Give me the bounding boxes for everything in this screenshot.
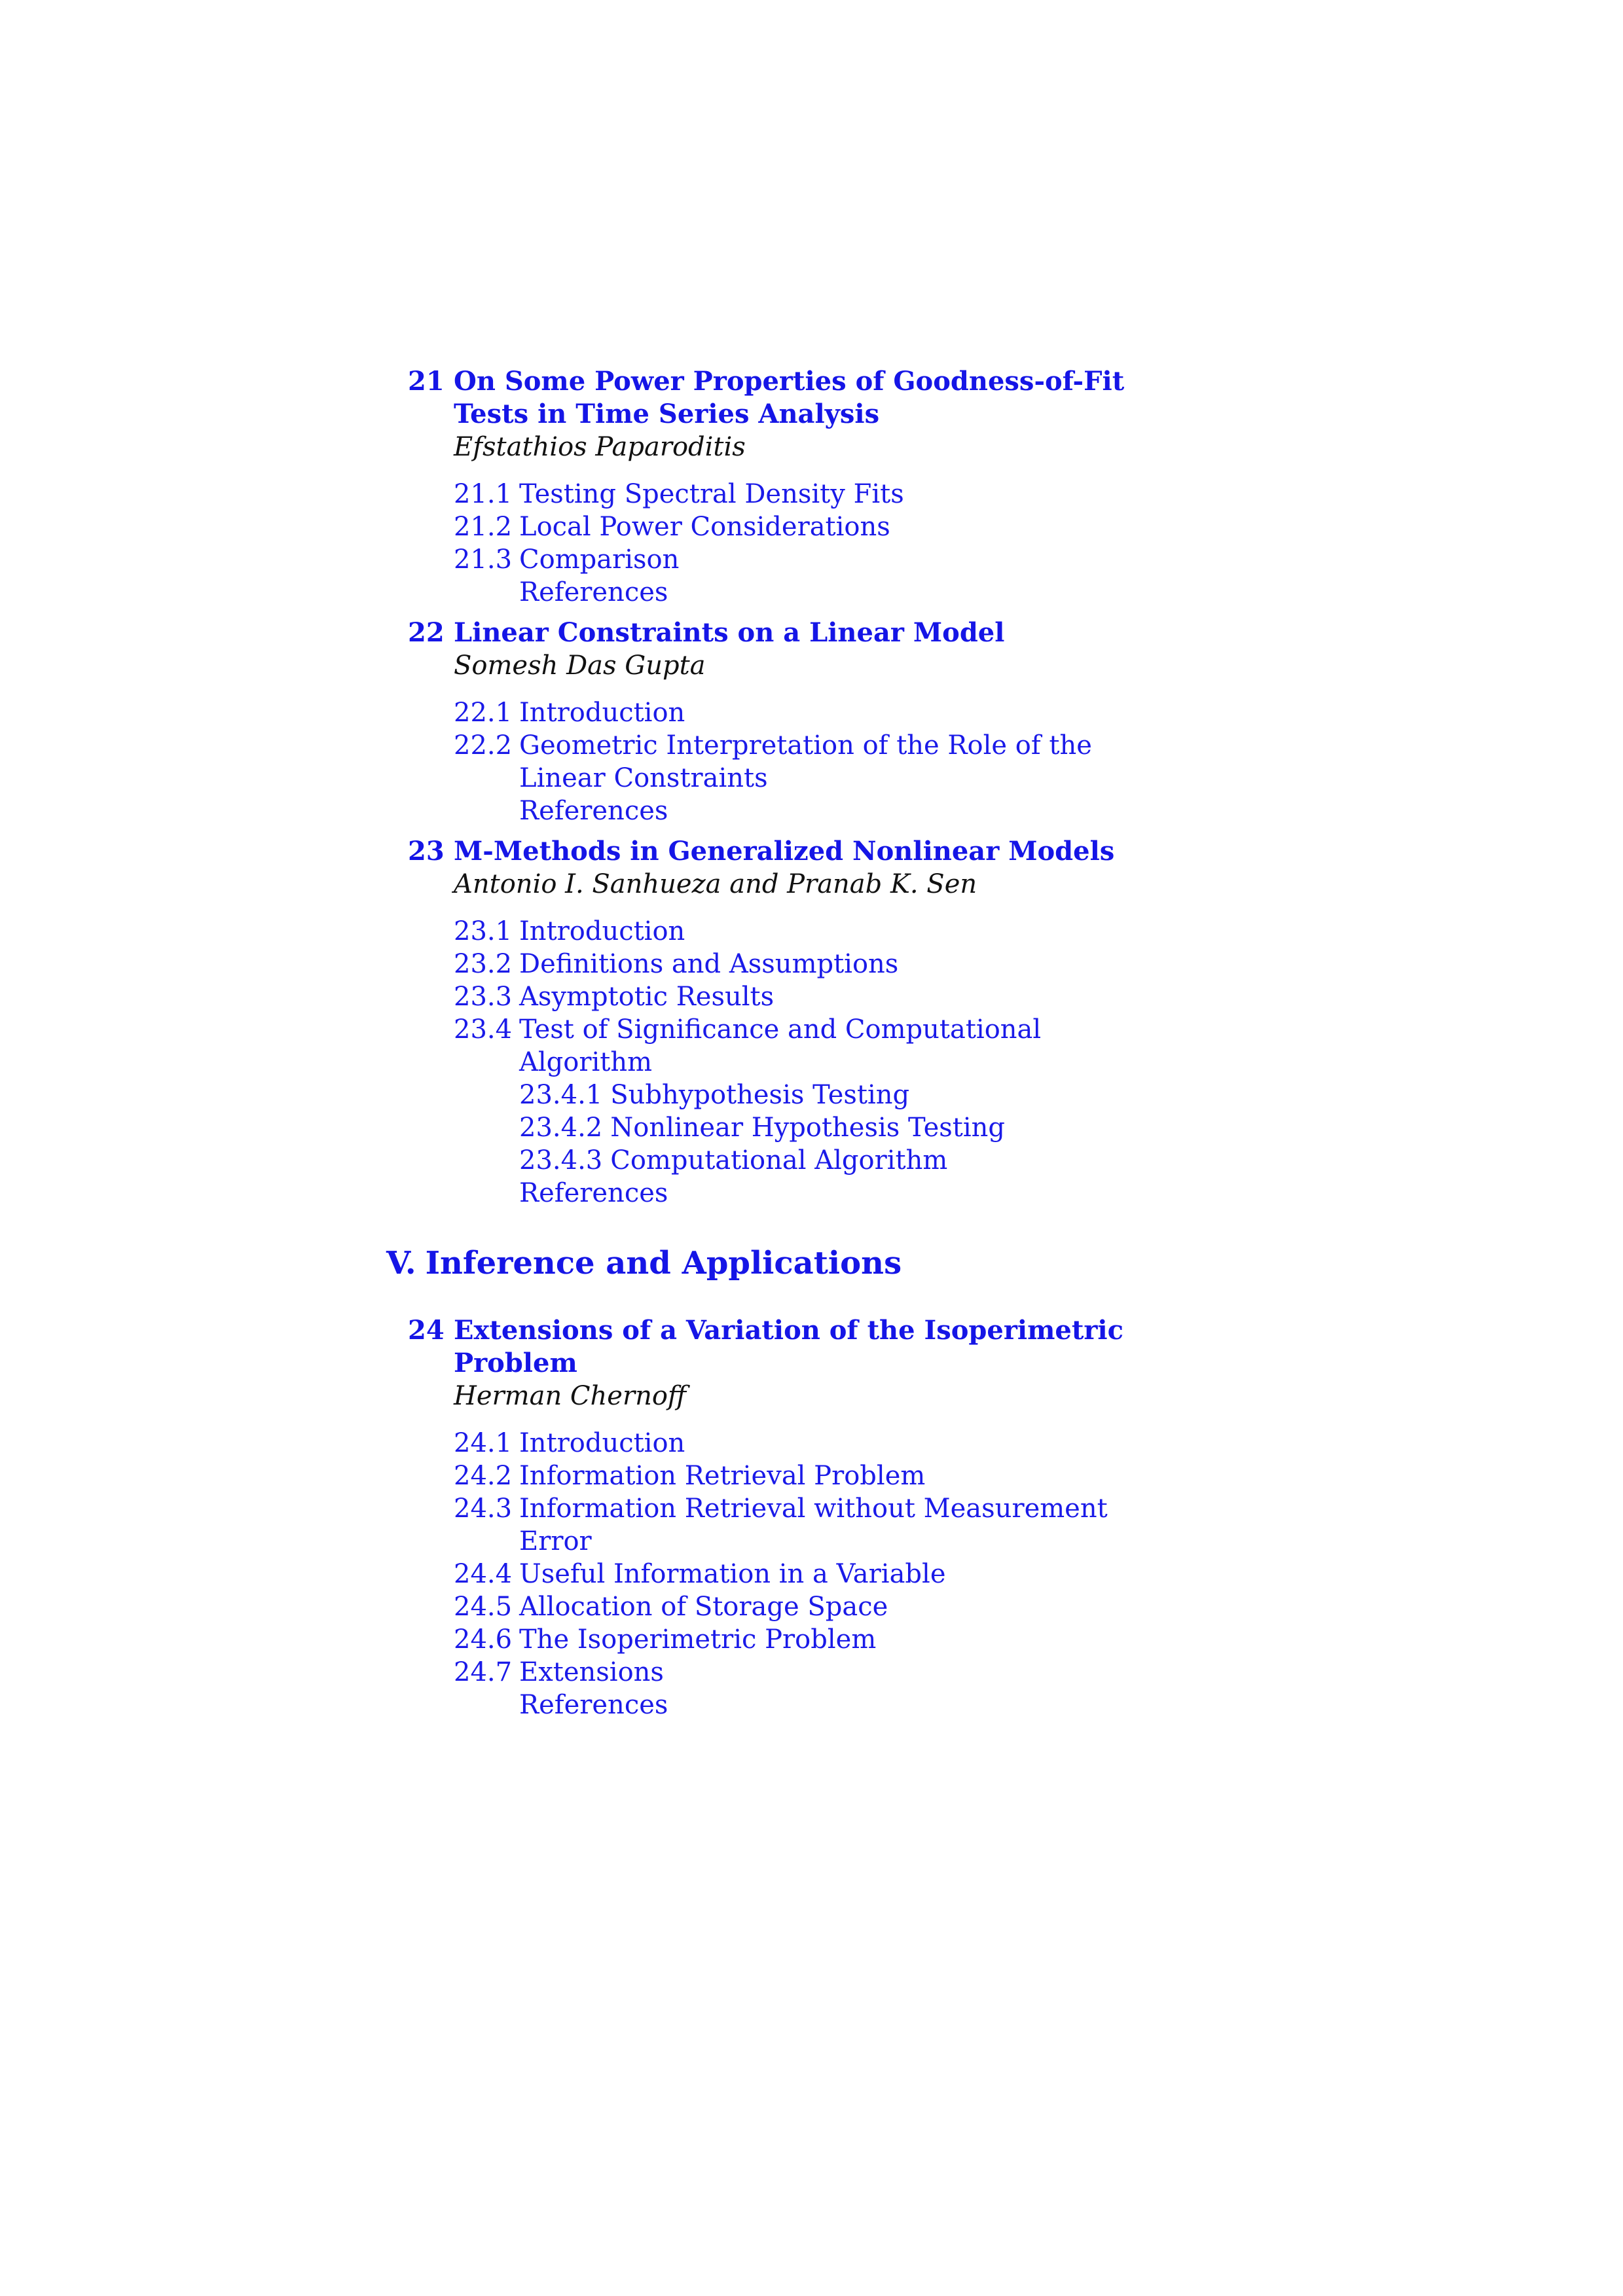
section-list <box>386 915 1237 1210</box>
section-label-line: Geometric Interpretation of the Role of the <box>519 730 1092 761</box>
section-link-23-4[interactable] <box>386 1013 1237 1079</box>
section-label-line: Linear Constraints <box>519 763 768 793</box>
section-link-23-3[interactable] <box>386 980 1237 1013</box>
references-link[interactable]: References <box>519 796 668 826</box>
section-label: Asymptotic Results <box>519 982 775 1012</box>
section-number: 23.1 <box>454 916 513 946</box>
chapter-author: Antonio I. Sanhueza and Pranab K. Sen <box>454 869 977 899</box>
subsection-link-23-4-3[interactable] <box>386 1144 1237 1177</box>
chapter-22 <box>386 617 1237 827</box>
section-link-22-2[interactable] <box>386 729 1237 795</box>
subsection-number: 23.4.1 <box>519 1080 603 1110</box>
section-link-21-3[interactable] <box>386 543 1237 576</box>
chapter-number: 21 <box>408 366 445 397</box>
section-number: 21.2 <box>454 512 513 542</box>
subsection-number: 23.4.3 <box>519 1145 603 1175</box>
section-number: 23.2 <box>454 949 513 979</box>
chapter-title-line: Extensions of a Variation of the Isoperimetric <box>454 1315 1123 1346</box>
chapter-title-line: Linear Constraints on a Linear Model <box>454 617 1005 648</box>
section-label: Information Retrieval Problem <box>519 1461 926 1491</box>
subsection-link-23-4-2[interactable] <box>386 1111 1237 1144</box>
section-label: Allocation of Storage Space <box>519 1592 888 1622</box>
section-number: 23.4 <box>454 1014 513 1045</box>
part-heading-link[interactable] <box>386 1244 1237 1283</box>
chapter-23 <box>386 835 1237 1210</box>
chapter-author: Efstathios Paparoditis <box>454 432 746 462</box>
section-link-23-1[interactable] <box>386 915 1237 948</box>
section-number: 24.6 <box>454 1624 513 1655</box>
part-title: Inference and Applications <box>425 1245 902 1282</box>
subsection-link-23-4-1[interactable] <box>386 1079 1237 1111</box>
chapter-title-line: On Some Power Properties of Goodness-of-Fit <box>454 366 1125 397</box>
chapter-author: Somesh Das Gupta <box>454 651 706 681</box>
section-link-24-1[interactable] <box>386 1427 1237 1460</box>
section-link-24-3[interactable] <box>386 1492 1237 1558</box>
section-number: 23.3 <box>454 982 513 1012</box>
section-link-21-2[interactable] <box>386 511 1237 543</box>
section-number: 22.2 <box>454 730 513 761</box>
references-link[interactable]: References <box>519 1690 668 1720</box>
section-number: 24.4 <box>454 1559 513 1589</box>
section-link-22-1[interactable] <box>386 696 1237 729</box>
section-link-24-4[interactable] <box>386 1558 1237 1590</box>
section-number: 24.1 <box>454 1428 513 1458</box>
chapter-number: 22 <box>408 617 445 648</box>
section-link-24-7[interactable] <box>386 1656 1237 1689</box>
section-label: Definitions and Assumptions <box>519 949 899 979</box>
chapter-21-title-link[interactable] <box>386 365 1237 431</box>
section-label: Useful Information in a Variable <box>519 1559 946 1589</box>
section-list <box>386 1427 1237 1721</box>
subsection-label: Computational Algorithm <box>610 1145 948 1175</box>
subsection-label: Subhypothesis Testing <box>610 1080 910 1110</box>
section-number: 21.3 <box>454 545 513 575</box>
section-link-24-6[interactable] <box>386 1623 1237 1656</box>
section-link-24-2[interactable] <box>386 1460 1237 1492</box>
section-link-21-1[interactable] <box>386 478 1237 511</box>
section-number: 21.1 <box>454 479 513 509</box>
section-label: Extensions <box>519 1657 664 1687</box>
section-link-23-2[interactable] <box>386 948 1237 980</box>
section-label-line: Test of Significance and Computational <box>519 1014 1042 1045</box>
subsection-number: 23.4.2 <box>519 1113 603 1143</box>
chapter-number: 23 <box>408 836 445 867</box>
section-label: The Isoperimetric Problem <box>519 1624 877 1655</box>
section-link-24-5[interactable] <box>386 1590 1237 1623</box>
section-list <box>386 478 1237 609</box>
chapter-title-line: Problem <box>454 1348 577 1378</box>
chapter-title-line: Tests in Time Series Analysis <box>454 399 880 429</box>
chapter-author: Herman Chernoff <box>454 1381 687 1411</box>
section-label: Testing Spectral Density Fits <box>519 479 904 509</box>
references-link[interactable]: References <box>519 577 668 607</box>
chapter-22-title-link[interactable] <box>386 617 1237 649</box>
section-number: 24.5 <box>454 1592 513 1622</box>
section-label-line: Information Retrieval without Measurement <box>519 1494 1108 1524</box>
section-label: Local Power Considerations <box>519 512 890 542</box>
table-of-contents <box>386 365 1237 1721</box>
section-label: Introduction <box>519 1428 685 1458</box>
section-number: 24.2 <box>454 1461 513 1491</box>
subsection-label: Nonlinear Hypothesis Testing <box>610 1113 1006 1143</box>
section-label: Introduction <box>519 916 685 946</box>
references-link[interactable]: References <box>519 1178 668 1208</box>
chapter-title-line: M-Methods in Generalized Nonlinear Models <box>454 836 1115 867</box>
chapter-number: 24 <box>408 1315 445 1346</box>
section-number: 22.1 <box>454 698 513 728</box>
section-list <box>386 696 1237 827</box>
section-label: Introduction <box>519 698 685 728</box>
chapter-23-title-link[interactable] <box>386 835 1237 868</box>
chapter-21 <box>386 365 1237 609</box>
section-number: 24.7 <box>454 1657 513 1687</box>
chapter-24 <box>386 1314 1237 1721</box>
chapter-24-title-link[interactable] <box>386 1314 1237 1380</box>
section-label: Comparison <box>519 545 680 575</box>
part-number: V. <box>386 1245 416 1282</box>
section-label-line: Algorithm <box>519 1047 653 1077</box>
section-label-line: Error <box>519 1526 592 1556</box>
section-number: 24.3 <box>454 1494 513 1524</box>
